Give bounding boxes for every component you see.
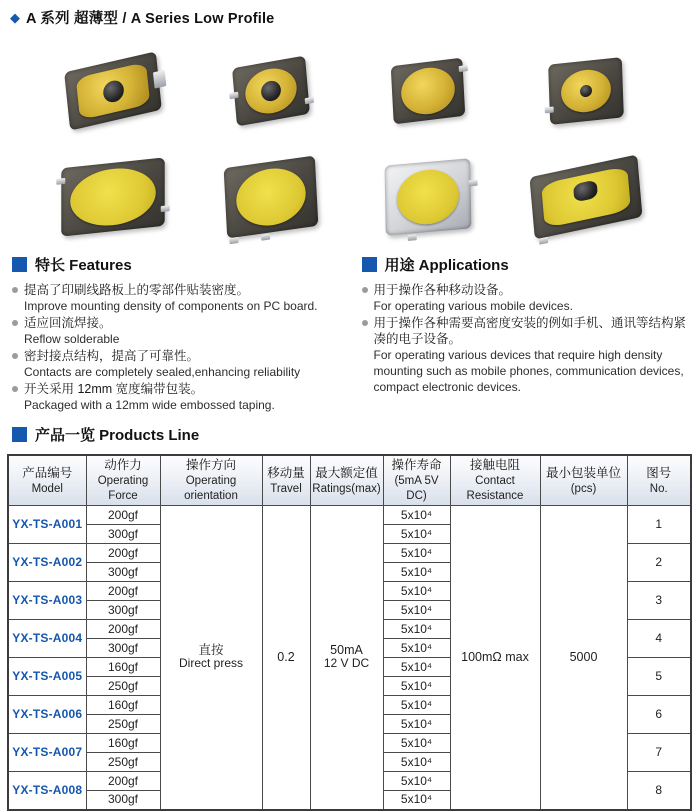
force-cell: 300gf: [86, 563, 160, 582]
bullet-icon: [362, 320, 368, 326]
product-photo-grid: [0, 28, 699, 250]
life-cell: 5x10⁴: [383, 506, 450, 525]
info-columns: [0, 250, 699, 418]
products-line-section: [0, 418, 699, 811]
features-title-row: [12, 254, 342, 275]
force-cell: 200gf: [86, 620, 160, 639]
switch-photo-5: [34, 144, 192, 250]
force-cell: 300gf: [86, 791, 160, 810]
force-cell: 300gf: [86, 525, 160, 544]
table-header-row: [8, 455, 691, 506]
model-cell: YX-TS-A003: [8, 582, 86, 620]
model-cell: YX-TS-A004: [8, 620, 86, 658]
section-square-icon: [362, 257, 377, 272]
force-cell: 200gf: [86, 506, 160, 525]
table-row: [8, 506, 691, 525]
page-title: A 系列 超薄型 / A Series Low Profile: [26, 11, 275, 27]
list-item: [12, 282, 342, 314]
packaging-cell: 5000: [540, 506, 627, 810]
bullet-icon: [12, 320, 18, 326]
model-cell: YX-TS-A008: [8, 772, 86, 810]
life-cell: 5x10⁴: [383, 639, 450, 658]
force-cell: 160gf: [86, 658, 160, 677]
section-square-icon: [12, 427, 27, 442]
force-cell: 250gf: [86, 677, 160, 696]
list-item: [12, 315, 342, 347]
products-title-row: [0, 424, 699, 445]
model-cell: YX-TS-A005: [8, 658, 86, 696]
life-cell: 5x10⁴: [383, 563, 450, 582]
features-section: [0, 254, 350, 418]
force-cell: 200gf: [86, 582, 160, 601]
photo-row-1: [34, 38, 665, 144]
force-cell: 300gf: [86, 601, 160, 620]
feature-zh: 适应回流焊接。: [24, 316, 112, 330]
products-table-body: [8, 506, 691, 810]
model-cell: YX-TS-A007: [8, 734, 86, 772]
diamond-icon: ◆: [10, 10, 20, 25]
figure-no-cell: 7: [627, 734, 691, 772]
list-item: [12, 381, 342, 413]
figure-no-cell: 2: [627, 544, 691, 582]
feature-zh: 密封接点结构，提高了可靠性。: [24, 349, 200, 363]
life-cell: 5x10⁴: [383, 601, 450, 620]
col-header-operating-life: 操作寿命 (5mA 5V DC): [383, 455, 450, 506]
products-table: [7, 454, 692, 811]
force-cell: 160gf: [86, 696, 160, 715]
force-cell: 160gf: [86, 734, 160, 753]
switch-photo-8: [507, 144, 665, 250]
col-header-min-packaging: 最小包装单位 (pcs): [540, 455, 627, 506]
feature-en: Improve mounting density of components on PC board.: [24, 299, 318, 313]
life-cell: 5x10⁴: [383, 791, 450, 810]
life-cell: 5x10⁴: [383, 734, 450, 753]
list-item: [362, 315, 692, 395]
model-cell: YX-TS-A002: [8, 544, 86, 582]
col-header-travel: 移动量 Travel: [262, 455, 310, 506]
col-header-contact-resistance: 接触电阻 Contact Resistance: [450, 455, 540, 506]
bullet-icon: [12, 386, 18, 392]
figure-no-cell: 3: [627, 582, 691, 620]
applications-section: [350, 254, 699, 418]
life-cell: 5x10⁴: [383, 620, 450, 639]
figure-no-cell: 5: [627, 658, 691, 696]
col-header-ratings-max: 最大额定值 Ratings(max): [310, 455, 383, 506]
life-cell: 5x10⁴: [383, 525, 450, 544]
model-cell: YX-TS-A006: [8, 696, 86, 734]
force-cell: 300gf: [86, 639, 160, 658]
application-zh: 用于操作各种移动设备。: [373, 283, 512, 297]
life-cell: 5x10⁴: [383, 753, 450, 772]
life-cell: 5x10⁴: [383, 544, 450, 563]
ratings-cell: 50mA 12 V DC: [310, 506, 383, 810]
page-title-row: [0, 0, 699, 28]
feature-zh: 提高了印刷线路板上的零部件贴装密度。: [24, 283, 250, 297]
col-header-operating-orientation: 操作方向 Operating orientation: [160, 455, 262, 506]
feature-en: Contacts are completely sealed,enhancing reliability: [24, 365, 301, 379]
features-list: [12, 282, 342, 413]
switch-photo-2: [192, 38, 350, 144]
switch-photo-4: [507, 38, 665, 144]
switch-photo-1: [34, 38, 192, 144]
application-en: For operating various mobile devices.: [373, 299, 573, 313]
applications-list: [362, 282, 692, 395]
life-cell: 5x10⁴: [383, 696, 450, 715]
force-cell: 250gf: [86, 715, 160, 734]
life-cell: 5x10⁴: [383, 715, 450, 734]
life-cell: 5x10⁴: [383, 582, 450, 601]
application-zh: 用于操作各种需要高密度安装的例如手机、通讯等结构紧凑的电子设备。: [373, 316, 687, 346]
list-item: [12, 348, 342, 380]
force-cell: 250gf: [86, 753, 160, 772]
features-title: 特长 Features: [35, 257, 132, 274]
figure-no-cell: 1: [627, 506, 691, 544]
model-cell: YX-TS-A001: [8, 506, 86, 544]
force-cell: 200gf: [86, 544, 160, 563]
switch-photo-6: [192, 144, 350, 250]
bullet-icon: [12, 287, 18, 293]
feature-en: Packaged with a 12mm wide embossed taping.: [24, 398, 275, 412]
figure-no-cell: 6: [627, 696, 691, 734]
feature-zh: 开关采用 12mm 宽度编带包装。: [24, 382, 204, 396]
orientation-cell: 直按 Direct press: [160, 506, 262, 810]
bullet-icon: [362, 287, 368, 293]
section-square-icon: [12, 257, 27, 272]
list-item: [362, 282, 692, 314]
switch-photo-3: [350, 38, 508, 144]
applications-title: 用途 Applications: [384, 257, 509, 274]
force-cell: 200gf: [86, 772, 160, 791]
figure-no-cell: 8: [627, 772, 691, 810]
contact-resistance-cell: 100mΩ max: [450, 506, 540, 810]
col-header-model: 产品编号 Model: [8, 455, 86, 506]
application-en: For operating various devices that require high density mounting such as mobile phones, communication devices, compact electronic devices.: [373, 348, 684, 394]
switch-photo-7: [350, 144, 508, 250]
life-cell: 5x10⁴: [383, 677, 450, 696]
life-cell: 5x10⁴: [383, 658, 450, 677]
col-header-operating-force: 动作力 Operating Force: [86, 455, 160, 506]
applications-title-row: [362, 254, 692, 275]
feature-en: Reflow solderable: [24, 332, 120, 346]
bullet-icon: [12, 353, 18, 359]
photo-row-2: [34, 144, 665, 250]
col-header-no: 图号 No.: [627, 455, 691, 506]
products-line-title: 产品一览 Products Line: [35, 427, 200, 444]
figure-no-cell: 4: [627, 620, 691, 658]
life-cell: 5x10⁴: [383, 772, 450, 791]
travel-cell: 0.2: [262, 506, 310, 810]
